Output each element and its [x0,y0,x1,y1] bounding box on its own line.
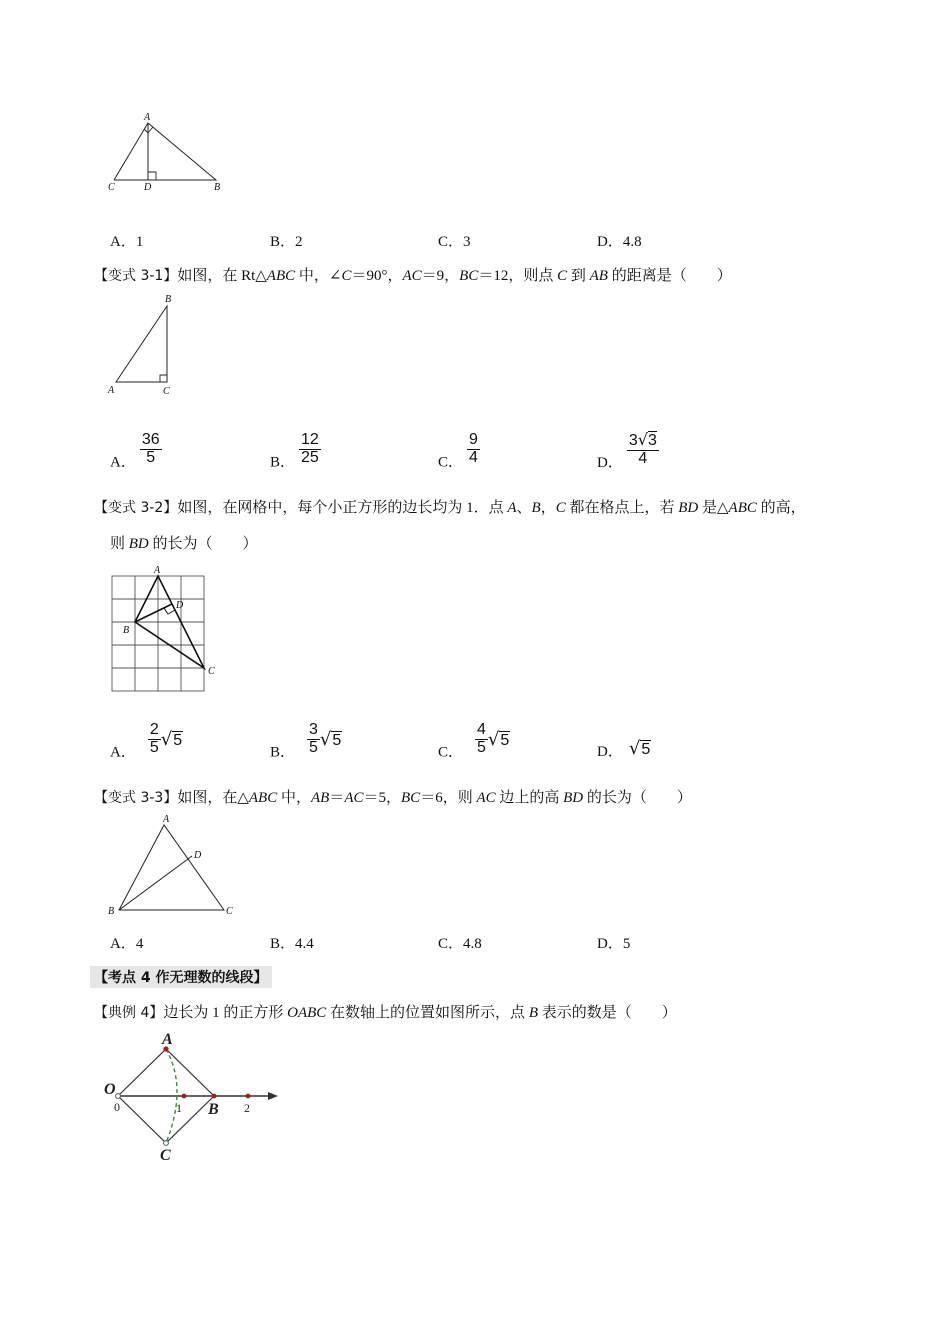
question-3-3: 【变式 3-3】如图，在△ABC 中，AB＝AC＝5，BC＝6，则 AC 边上的高 BD 的长为（ ） [94,790,692,806]
option-c[interactable]: C． $\frac{9}{4}$ [438,431,478,471]
option-c[interactable]: C．3 [438,234,471,250]
label-b: B [214,182,221,193]
tick-1: 1 [176,1101,182,1115]
option-d[interactable]: D．5 [597,936,631,952]
label-b: B [165,294,172,305]
section-header: 【考点 4 作无理数的线段】 [90,966,272,988]
figure-right-triangle [100,290,190,400]
option-d[interactable]: D． $\frac{3√3}{4}$ [597,430,657,472]
label-c: C [108,182,115,193]
label-c: C [226,906,233,917]
figure-triangle-altitude [100,110,240,200]
label-a: A [163,814,170,825]
option-d[interactable]: D．4.8 [597,234,642,250]
option-a[interactable]: A． $\frac{2}{5}$ √5 [110,721,183,761]
figure-grid-triangle [104,562,224,697]
question-3-1: 【变式 3-1】如图，在 Rt△ABC 中，∠C＝90°，AC＝9，BC＝12，则点 C 到 AB 的距离是（ ） [94,268,732,284]
label-b: B [208,1101,219,1118]
option-a[interactable]: A． $\frac{36}{5}$ [110,431,160,471]
label-a: A [162,1031,173,1048]
example-4: 【典例 4】边长为 1 的正方形 OABC 在数轴上的位置如图所示，点 B 表示的数是（ ） [94,1005,677,1021]
option-a[interactable]: A．1 [110,234,144,250]
option-c[interactable]: C． $\frac{4}{5}$ √5 [438,721,510,761]
label-a: A [154,565,161,576]
label-b: B [123,625,130,636]
tick-0: 0 [114,1100,120,1114]
option-c[interactable]: C．4.8 [438,936,482,952]
option-b[interactable]: B． $\frac{3}{5}$ √5 [270,721,342,761]
label-d: D [194,850,202,861]
label-a: A [108,385,115,396]
option-b[interactable]: B．4.4 [270,936,314,952]
label-o: O [104,1081,116,1098]
figure-number-line-square [100,1028,290,1168]
label-b: B [108,906,115,917]
label-a: A [144,112,151,123]
question-3-2: 【变式 3-2】如图，在网格中，每个小正方形的边长均为 1．点 A、B，C 都在格点上，若 BD 是△ABC 的高， [94,500,806,516]
option-a[interactable]: A．4 [110,936,144,952]
option-d[interactable]: D． √5 [597,738,651,760]
label-d: D [144,182,152,193]
label-c: C [160,1147,171,1164]
option-b[interactable]: B． $\frac{12}{25}$ [270,431,319,471]
label-d: D [176,600,184,611]
option-b[interactable]: B．2 [270,234,303,250]
label-c: C [208,666,215,677]
tick-2: 2 [244,1101,250,1115]
question-3-2-line2: 则 BD 的长为（ ） [110,536,258,552]
figure-isosceles-triangle [100,812,240,922]
label-c: C [163,386,170,397]
